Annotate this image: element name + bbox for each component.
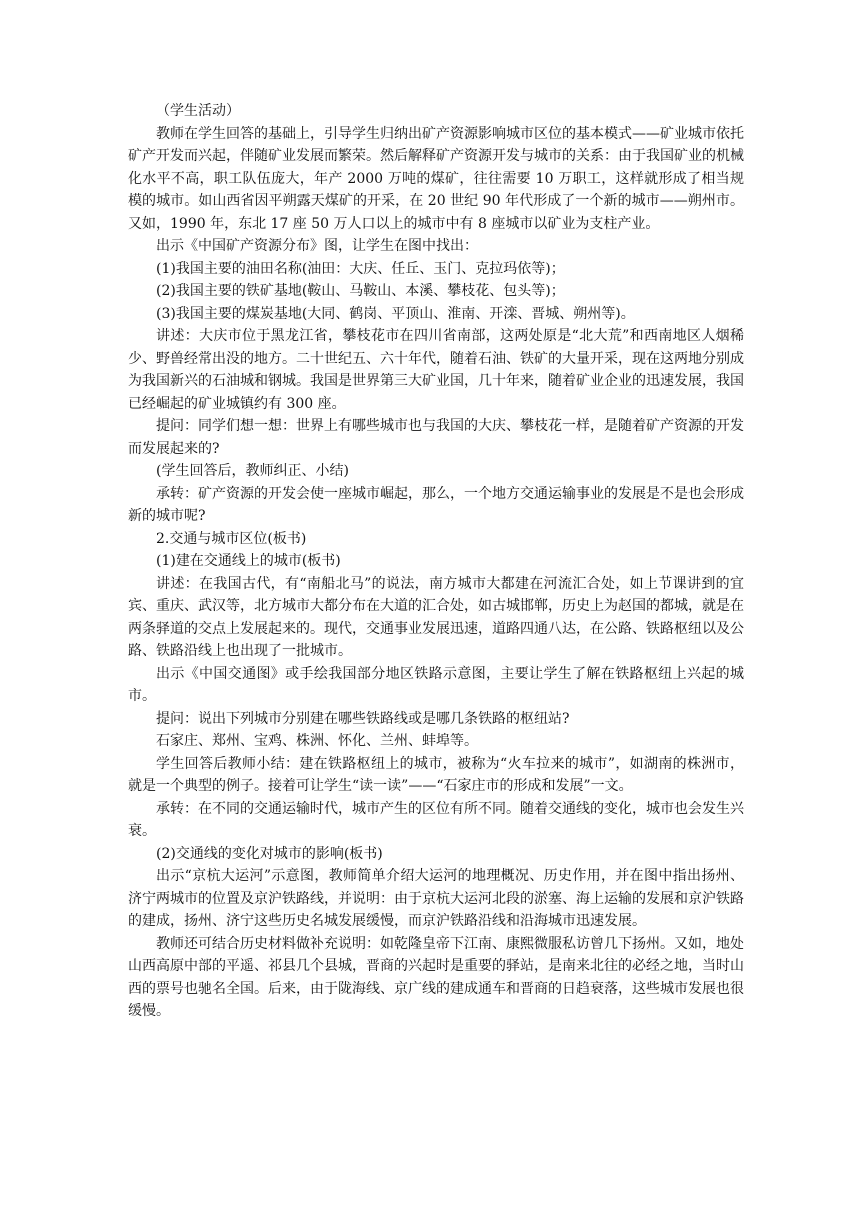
list-item-iron-bases: (2)我国主要的铁矿基地(鞍山、马鞍山、本溪、攀枝花、包头等)； xyxy=(156,283,565,299)
paragraph-historical-supplement: 教师还可结合历史材料做补充说明：如乾隆皇帝下江南、康熙微服私访曾几下扬州。又如，地处山西高原中部的平遥、祁县几个县城，晋商的兴起时是重要的驿站，是南来北往的必经之地，当时山西的票号也驰名全国。后来，由于陇海线、京广线的建成通车和晋商的日趋衰落，这些城市发展也很缓慢。 xyxy=(128,935,744,1019)
paragraph-student-activity: （学生活动） xyxy=(156,103,240,119)
paragraph-transition-era: 承转：在不同的交通运输时代，城市产生的区位有所不同。随着交通线的变化，城市也会发生兴衰。 xyxy=(128,800,744,839)
paragraph-ancient-cities: 讲述：在我国古代，有“南船北马”的说法，南方城市大都建在河流汇合处，如上节课讲到的宜宾、重庆、武汉等，北方城市大都分布在大道的汇合处，如古城邯郸，历史上为赵国的都城，就是在两条驿道的交点上发展起来的。现代，交通事业发展迅速，道路四通八达，在公路、铁路枢纽以及公路、铁路沿线上也出现了一批城市。 xyxy=(128,575,744,659)
paragraph-city-list: 石家庄、郑州、宝鸡、株洲、怀化、兰州、蚌埠等。 xyxy=(156,733,478,749)
paragraph-grand-canal: 出示“京杭大运河”示意图，教师简单介绍大运河的地理概况、历史作用，并在图中指出扬州、济宁两城市的位置及京沪铁路线，并说明：由于京杭大运河北段的淤塞、海上运输的发展和京沪铁路的建成，扬州、济宁这些历史名城发展缓慢，而京沪铁路沿线和沿海城市迅速发展。 xyxy=(128,868,744,929)
paragraph-question-railway-hubs: 提问：说出下列城市分别建在哪些铁路线或是哪几条铁路的枢纽站? xyxy=(156,710,570,727)
list-item-coal-bases: (3)我国主要的煤炭基地(大同、鹤岗、平顶山、淮南、开滦、晋城、朔州等)。 xyxy=(156,305,635,322)
heading-cities-on-transport-lines: (1)建在交通线上的城市(板书) xyxy=(156,553,341,569)
paragraph-mining-city-model: 教师在学生回答的基础上，引导学生归纳出矿产资源影响城市区位的基本模式——矿业城市依托矿产开发而兴起，伴随矿业发展而繁荣。然后解释矿产资源开发与城市的关系：由于我国矿业的机械化水平不高，职工队伍庞大，年产 2000 万吨的煤矿，往往需要 10 万职工，这样就形成了相当规模的城市。如山西省因平朔露天煤矿的开采，在 20 世纪 90 年代形成了一个新的城市——朔州市。又如，1990 年，东北 17 座 50 万人口以上的城市中有 8 座城市以矿业为支柱产业。 xyxy=(128,125,744,232)
document-page xyxy=(128,100,744,1023)
heading-transport-change-impact: (2)交通线的变化对城市的影响(板书) xyxy=(156,845,383,862)
heading-transport-location: 2.交通与城市区位(板书) xyxy=(156,530,307,547)
paragraph-daqing-panzhihua: 讲述：大庆市位于黑龙江省，攀枝花市在四川省南部，这两处原是“北大荒”和西南地区人烟稀少、野兽经常出没的地方。二十世纪五、六十年代，随着石油、铁矿的大量开采，现在这两地分别成为我国新兴的石油城和钢城。我国是世界第三大矿业国，几十年来，随着矿业企业的迅速发展，我国已经崛起的矿业城镇约有 300 座。 xyxy=(128,328,744,412)
list-item-oilfields: (1)我国主要的油田名称(油田：大庆、任丘、玉门、克拉玛依等)； xyxy=(156,260,565,277)
paragraph-show-mineral-map: 出示《中国矿产资源分布》图，让学生在图中找出： xyxy=(156,238,478,254)
paragraph-hub-summary: 学生回答后教师小结：建在铁路枢纽上的城市，被称为“火车拉来的城市”，如湖南的株洲市，就是一个典型的例子。接着可让学生“读一读”——“石家庄市的形成和发展”一文。 xyxy=(128,755,744,794)
paragraph-teacher-summary: (学生回答后，教师纠正、小结) xyxy=(156,463,349,479)
paragraph-transition-transport: 承转：矿产资源的开发会使一座城市崛起，那么，一个地方交通运输事业的发展是不是也会形成新的城市呢? xyxy=(128,485,744,524)
paragraph-question-world-cities: 提问：同学们想一想：世界上有哪些城市也与我国的大庆、攀枝花一样，是随着矿产资源的开发而发展起来的? xyxy=(128,418,744,457)
paragraph-show-transport-map: 出示《中国交通图》或手绘我国部分地区铁路示意图，主要让学生了解在铁路枢纽上兴起的城市。 xyxy=(128,665,744,704)
